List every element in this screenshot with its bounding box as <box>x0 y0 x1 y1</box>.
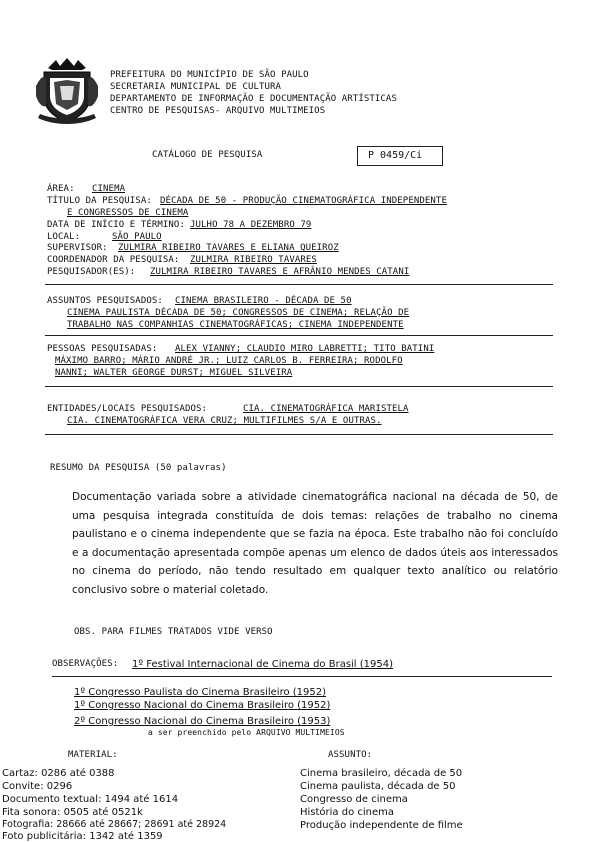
observacoes-line-3: 1º Congresso Nacional do Cinema Brasileiro (1952) <box>74 700 331 711</box>
observacoes-line-2: 1º Congresso Paulista do Cinema Brasileiro (1952) <box>74 687 327 698</box>
obs-filmes-note: OBS. PARA FILMES TRATADOS VIDE VERSO <box>74 627 273 637</box>
assuntos-line-1: CINEMA BRASILEIRO - DÉCADA DE 50 <box>175 296 352 306</box>
coordenador-value: ZULMIRA RIBEIRO TAVARES <box>190 255 317 265</box>
local-label: LOCAL: <box>47 232 81 242</box>
material-item: Foto publicitária: 1342 até 1359 <box>2 831 163 842</box>
pessoas-label: PESSOAS PESQUISADAS: <box>47 344 158 354</box>
supervisor-label: SUPERVISOR: <box>47 243 108 253</box>
observacoes-footnote: a ser preenchido pelo ARQUIVO MULTIMEIOS <box>148 728 345 737</box>
divider-3 <box>45 386 553 387</box>
catalog-code: P 0459/Ci <box>368 150 423 161</box>
coat-of-arms-icon <box>34 56 100 126</box>
titulo-label: TÍTULO DA PESQUISA: <box>47 196 152 206</box>
area-value: CINEMA <box>92 184 126 194</box>
coordenador-label: COORDENADOR DA PESQUISA: <box>47 255 180 265</box>
data-label: DATA DE INÍCIO E TÉRMINO: <box>47 220 185 230</box>
divider-4 <box>45 434 553 435</box>
assunto-label: ASSUNTO: <box>328 750 373 760</box>
material-item: Convite: 0296 <box>2 781 73 792</box>
pessoas-line-1: ALEX VIANNY; CLAUDIO MIRO LABRETTI; TITO BATINI <box>175 344 435 354</box>
material-item: Fita sonora: 0505 até 0521k <box>2 807 143 818</box>
assuntos-label: ASSUNTOS PESQUISADOS: <box>47 296 163 306</box>
resumo-text <box>72 488 558 599</box>
entidades-line-2: CIA. CINEMATOGRÁFICA VERA CRUZ; MULTIFILMES S/A E OUTRAS. <box>67 416 382 426</box>
resumo-label: RESUMO DA PESQUISA (50 palavras) <box>50 463 227 473</box>
supervisor-value: ZULMIRA RIBEIRO TAVARES E ELIANA QUEIROZ <box>118 243 339 253</box>
titulo-value: DÉCADA DE 50 - PRODUÇÃO CINEMATOGRÁFICA INDEPENDENTE <box>160 196 447 206</box>
assunto-item: Congresso de cinema <box>300 794 408 805</box>
pesquisadores-value: ZULMIRA RIBEIRO TAVARES E AFRÂNIO MENDES CATANI <box>150 267 410 277</box>
observacoes-line-4: 2º Congresso Nacional do Cinema Brasileiro (1953) <box>74 716 331 727</box>
data-value: JULHO 78 A DEZEMBRO 79 <box>190 220 312 230</box>
pessoas-line-3: NANNI; WALTER GEORGE DURST; MIGUEL SILVEIRA <box>55 368 293 378</box>
header-org-line-1: PREFEITURA DO MUNICÍPIO DE SÃO PAULO <box>110 70 309 80</box>
area-label: ÁREA: <box>47 184 75 194</box>
resumo-paragraph: Documentação variada sobre a atividade cinematográfica nacional na década de 50, de uma pesquisa integrada constituída de dois temas: relações de trabalho no cinema paulistano e o cinema independente que se fazia na época. Este trabalho não foi concluído e a documentação apresentada compõe apenas um elenco de dados úteis aos interessados no cinema do período, não tendo resultado em qualquer texto analítico ou relatório conclusivo sobre o material coletado. <box>72 491 558 596</box>
assuntos-line-3: TRABALHO NAS COMPANHIAS CINEMATOGRÁFICAS; CINEMA INDEPENDENTE <box>67 320 404 330</box>
divider-2 <box>45 335 553 336</box>
assunto-item: História do cinema <box>300 807 395 818</box>
material-label: MATERIAL: <box>68 750 118 760</box>
entidades-label: ENTIDADES/LOCAIS PESQUISADOS: <box>47 404 208 414</box>
divider-5 <box>52 676 552 677</box>
pessoas-line-2: MÁXIMO BARRO; MÁRIO ANDRÉ JR.; LUIZ CARLOS B. FERREIRA; RODOLFO <box>55 356 403 366</box>
header-org-line-3: DEPARTAMENTO DE INFORMAÇÃO E DOCUMENTAÇÃO ARTÍSTICAS <box>110 94 397 104</box>
material-item: Fotografia: 28666 até 28667; 28691 até 28924 <box>2 819 227 830</box>
header-org-line-4: CENTRO DE PESQUISAS- ARQUIVO MULTIMEIOS <box>110 106 326 116</box>
header-org-line-2: SECRETARIA MUNICIPAL DE CULTURA <box>110 82 282 92</box>
assunto-item: Cinema brasileiro, década de 50 <box>300 768 463 779</box>
observacoes-label: OBSERVAÇÕES: <box>52 659 119 669</box>
assuntos-line-2: CINEMA PAULISTA DÉCADA DE 50; CONGRESSOS DE CINEMA; RELAÇÃO DE <box>67 308 410 318</box>
material-item: Documento textual: 1494 até 1614 <box>2 794 179 805</box>
observacoes-line-1: 1º Festival Internacional de Cinema do Brasil (1954) <box>132 659 394 670</box>
divider-1 <box>45 284 553 285</box>
catalog-title: CATÁLOGO DE PESQUISA <box>152 150 263 160</box>
assunto-item: Cinema paulista, década de 50 <box>300 781 456 792</box>
assunto-item: Produção independente de filme <box>300 820 463 831</box>
entidades-line-1: CIA. CINEMATOGRÁFICA MARISTELA <box>243 404 409 414</box>
pesquisadores-label: PESQUISADOR(ES): <box>47 267 136 277</box>
material-item: Cartaz: 0286 até 0388 <box>2 768 115 779</box>
local-value: SÃO PAULO <box>112 232 162 242</box>
titulo-value-2: E CONGRESSOS DE CINEMA <box>67 208 189 218</box>
